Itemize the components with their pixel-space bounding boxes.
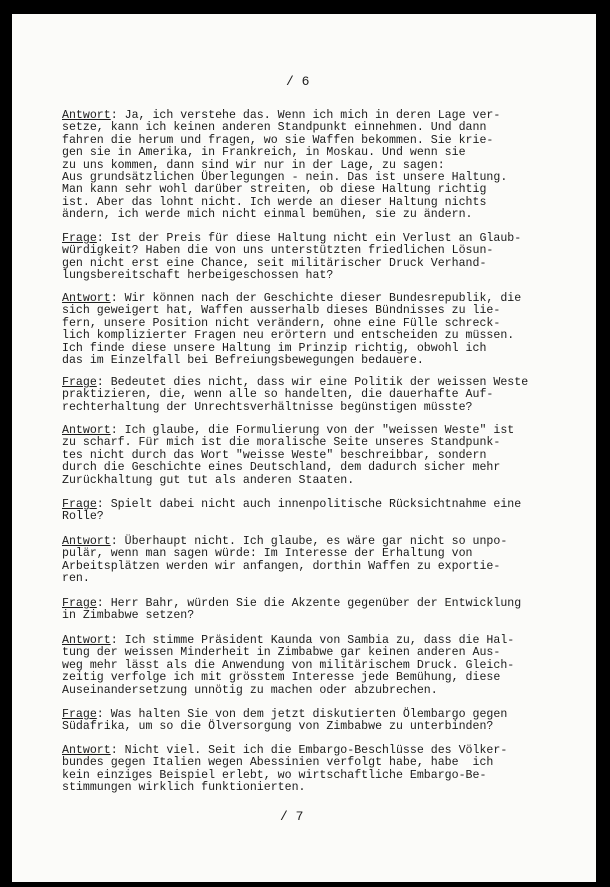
document-page — [12, 14, 596, 882]
speaker-label: Antwort — [62, 634, 111, 647]
speaker-label: Antwort — [62, 535, 111, 548]
speaker-label: Frage — [62, 232, 97, 245]
speaker-label: Antwort — [62, 109, 111, 122]
qa-block: Frage: Spielt dabei nicht auch innenpolitische Rücksichtnahme eine Rolle? — [62, 498, 522, 524]
qa-block: Antwort: Wir können nach der Geschichte dieser Bundesrepublik, die sich geweigert hat, Waffen ausserhalb dieses Bündnisses zu lie- fern, unsere Position nicht verändern, ohne eine Fülle schreck- lich komplizierter Fragen neu erörtern und entscheiden zu müssen. Ich finde diese unsere Haltung im Prinzip richtig, obwohl ich das im Einzelfall bei Befreiungsbewegungen bedauere. — [62, 292, 522, 368]
qa-block: Antwort: Ich glaube, die Formulierung von der "weissen Weste" ist zu scharf. Für mich ist die moralische Seite unseres Standpunk- tes nicht durch das Wort "weisse Weste" beschreibbar, sondern durch die Geschichte eines Deutschland, dem dadurch sicher mehr Zurückhaltung gut tut als anderen Staaten. — [62, 424, 515, 487]
qa-block: Frage: Herr Bahr, würden Sie die Akzente gegenüber der Entwicklung in Zimbabwe setzen? — [62, 597, 522, 623]
speaker-label: Antwort — [62, 424, 111, 437]
qa-block: Antwort: Ich stimme Präsident Kaunda von Sambia zu, dass die Hal- tung der weissen Minderheit in Zimbabwe gar keinen anderen Aus- weg mehr lässt als die Anwendung von militärischem Druck. Gleich- zeitig verfolge ich mit grösstem Interesse jede Bemühung, diese Auseinandersetzung unnötig zu machen oder abzubrechen. — [62, 634, 515, 697]
qa-block: Frage: Bedeutet dies nicht, dass wir eine Politik der weissen Weste praktizieren, die, wenn alle so handelten, die dauerhafte Auf- rechterhaltung der Unrechtsverhältnisse begünstigen müsste? — [62, 376, 529, 414]
qa-block: Antwort: Ja, ich verstehe das. Wenn ich mich in deren Lage ver- setze, kann ich keinen anderen Standpunkt einnehmen. Und dann fahren die herum und fragen, wo sie Waffen bekommen. Sie krie- gen sie in Amerika, in Frankreich, in Moskau. Und wenn sie zu uns kommen, dann sind wir nur in der Lage, zu sagen: Aus grundsätzlichen Überlegungen - nein. Das ist unsere Haltung. Man kann sehr wohl darüber streiten, ob diese Haltung richtig ist. Aber das lohnt nicht. Ich werde an dieser Haltung nichts ändern, ich werde mich nicht einmal bemühen, sie zu ändern. — [62, 109, 508, 222]
qa-block: Frage: Ist der Preis für diese Haltung nicht ein Verlust an Glaub- würdigkeit? Haben die von uns unterstützten friedlichen Lösun- gen nicht erst eine Chance, seit militärischer Druck Verhand- lungsbereitschaft herbeigeschossen hat? — [62, 232, 522, 283]
speaker-label: Frage — [62, 708, 97, 721]
speaker-label: Frage — [62, 376, 97, 389]
speaker-label: Frage — [62, 597, 97, 610]
page-number-top: / 6 — [286, 74, 310, 89]
speaker-label: Antwort — [62, 744, 111, 757]
qa-block: Antwort: Nicht viel. Seit ich die Embargo-Beschlüsse des Völker- bundes gegen Italien wegen Abessinien verfolgt habe, habe ich kein einziges Beispiel erlebt, wo wirtschaftliche Embargo-Be- stimmungen wirklich funktionierten. — [62, 744, 508, 795]
qa-block: Antwort: Überhaupt nicht. Ich glaube, es wäre gar nicht so unpo- pulär, wenn man sagen würde: Im Interesse der Erhaltung von Arbeitsplätzen werden wir anfangen, dorthin Waffen zu exportie- ren. — [62, 535, 508, 586]
speaker-label: Antwort — [62, 292, 111, 305]
page-number-bottom: / 7 — [280, 809, 304, 824]
speaker-label: Frage — [62, 498, 97, 511]
qa-block: Frage: Was halten Sie von dem jetzt diskutierten Ölembargo gegen Südafrika, um so die Ölversorgung von Zimbabwe zu unterbinden? — [62, 708, 508, 734]
